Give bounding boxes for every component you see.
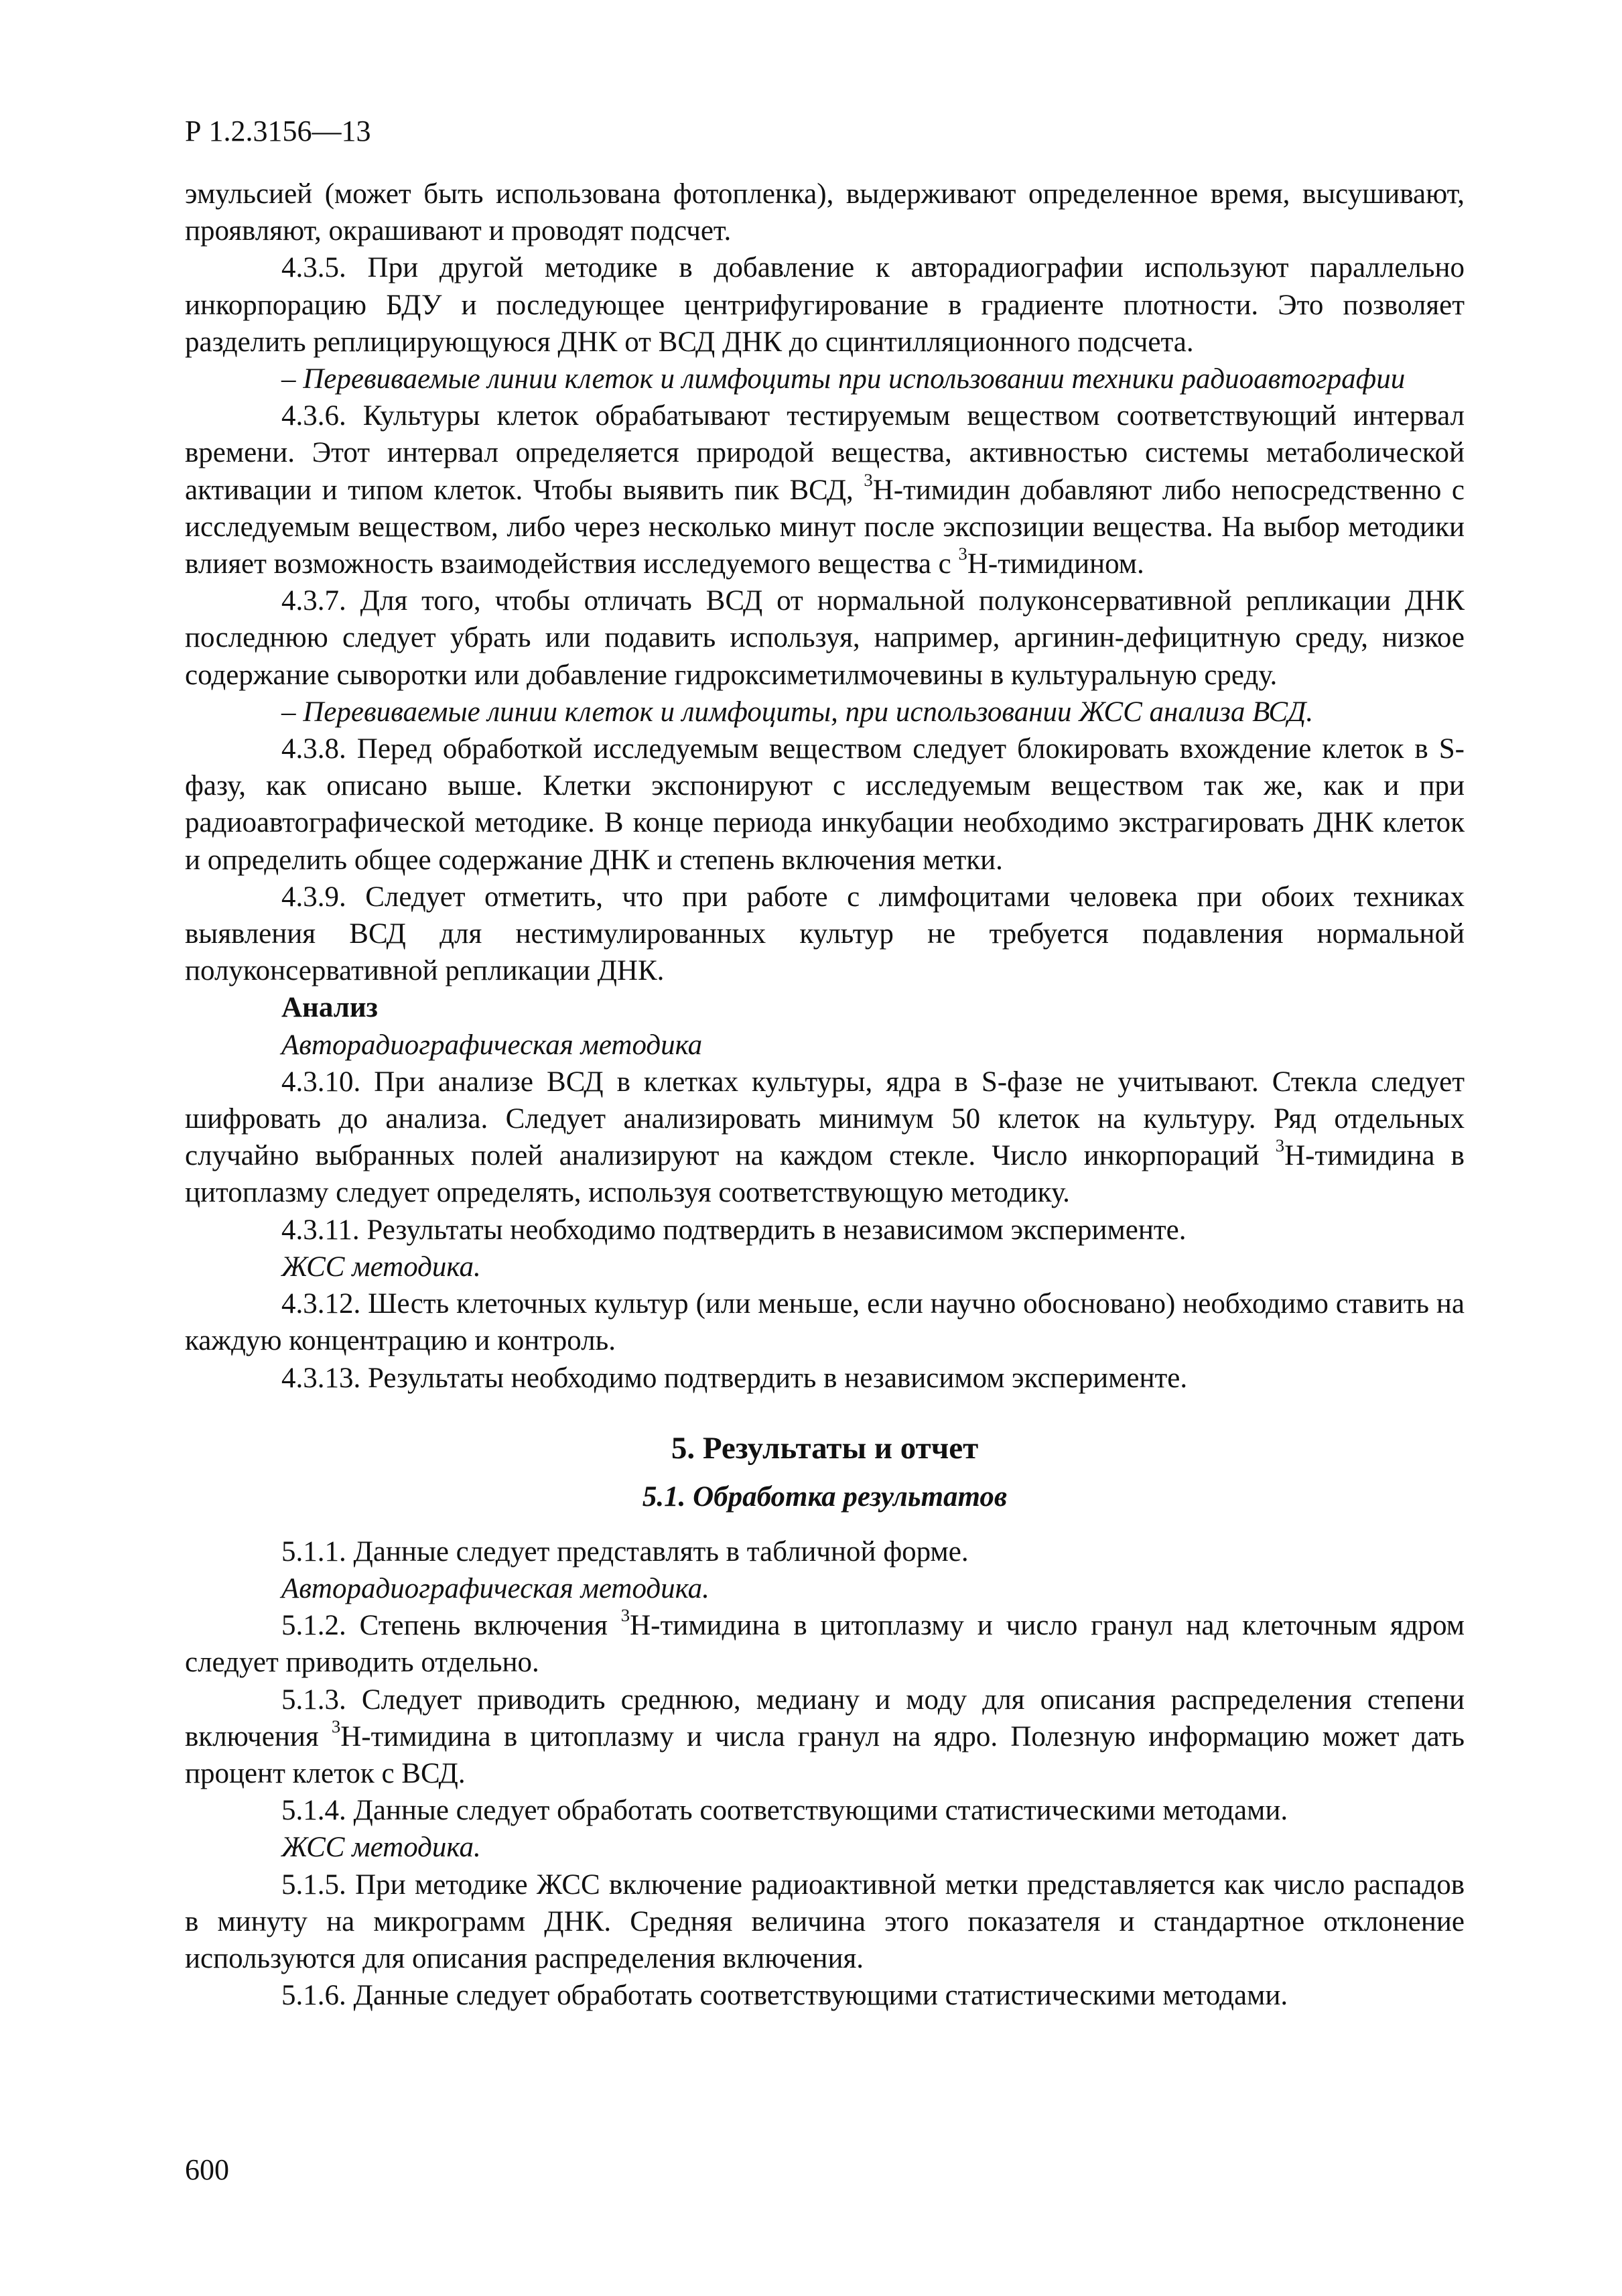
paragraph: 5.1.4. Данные следует обработать соответствующими статистическими методами. [281, 1795, 1288, 1827]
paragraph: 4.3.7. Для того, чтобы отличать ВСД от нормальной полуконсервативной репликации ДНК последнюю следует убрать или подавить используя, например, аргинин-дефицитную среду, низкое содержание сыворотки или добавление гидроксиметилмочевины в культуральную среду. [185, 585, 1465, 691]
paragraph: 4.3.5. При другой методике в добавление к авторадиографии используют параллельно инкорпорацию БДУ и последующее центрифугирование в градиенте плотности. Это позволяет разделить реплицирующуюся ДНК от ВСД ДНК до сцинтилляционного подсчета. [185, 252, 1465, 358]
paragraph: 4.3.6. Культуры клеток обрабатывают тестируемым веществом соответствующий интервал времени. Этот интервал определяется природой вещества, активностью системы метаболической активации и типом клеток. Чтобы выявить пик ВСД, $^3$Н-тимидин добавляют либо непосредственно с исследуемым веществом, либо через несколько минут после экспозиции вещества. На выбор методики влияет возможность взаимодействия исследуемого вещества с $^3$Н-тимидином. [185, 400, 1465, 580]
method-heading: ЖСС методика. [281, 1832, 481, 1864]
method-heading: Авторадиографическая методика. [281, 1572, 709, 1604]
section-title: 5. Результаты и отчет [671, 1430, 979, 1466]
paragraph: 4.3.10. При анализе ВСД в клетках культуры, ядра в S-фазе не учитывают. Стекла следует шифровать до анализа. Следует анализировать минимум 50 клеток на культуру. Ряд отдельных случайно выбранных полей анализируют на каждом стекле. Число инкорпораций $^3$Н-тимидина в цитоплазму следует определять, используя соответствующую методику. [185, 1066, 1465, 1209]
paragraph: 4.3.11. Результаты необходимо подтвердить в независимом эксперименте. [281, 1214, 1187, 1246]
paragraph: 5.1.3. Следует приводить среднюю, медиану и моду для описания распределения степени включения $^3$Н-тимидина в цитоплазму и числа гранул на ядро. Полезную информацию может дать процент клеток с ВСД. [185, 1683, 1465, 1789]
method-heading: Авторадиографическая методика [281, 1029, 703, 1061]
paragraph: 5.1.6. Данные следует обработать соответствующими статистическими методами. [281, 1980, 1288, 2012]
subsection-heading: – Перевиваемые линии клеток и лимфоциты при использовании техники радиоавтографии [281, 363, 1406, 395]
paragraph: 4.3.8. Перед обработкой исследуемым веществом следует блокировать вхождение клеток в S-фазу, как описано выше. Клетки экспонируют с исследуемым веществом так же, как и при радиоавтографической методике. В конце периода инкубации необходимо экстрагировать ДНК клеток и определить общее содержание ДНК и степень включения метки. [185, 733, 1465, 876]
document-code: Р 1.2.3156—13 [185, 115, 371, 147]
paragraph: 5.1.2. Степень включения $^3$Н-тимидина в цитоплазму и число гранул над клеточным ядром следует приводить отдельно. [185, 1605, 1465, 1679]
paragraph: 4.3.9. Следует отметить, что при работе с лимфоцитами человека при обоих техниках выявления ВСД для нестимулированных культур не требуется подавления нормальной полуконсервативной репликации ДНК. [185, 881, 1465, 987]
paragraph: эмульсией (может быть использована фотопленка), выдерживают определенное время, высушивают, проявляют, окрашивают и проводят подсчет. [185, 178, 1465, 247]
paragraph: 4.3.12. Шесть клеточных культур (или меньше, если научно обосновано) необходимо ставить на каждую концентрацию и контроль. [185, 1288, 1465, 1357]
analysis-heading: Анализ [281, 992, 378, 1024]
paragraph: 5.1.1. Данные следует представлять в табличной форме. [281, 1535, 969, 1568]
page-number: 600 [185, 2153, 229, 2186]
paragraph: 5.1.5. При методике ЖСС включение радиоактивной метки представляется как число распадов в минуту на микрограмм ДНК. Средняя величина этого показателя и стандартное отклонение используются для описания распределения включения. [185, 1868, 1465, 1974]
subsection-title: 5.1. Обработка результатов [642, 1480, 1008, 1513]
paragraph: 4.3.13. Результаты необходимо подтвердить в независимом эксперименте. [281, 1362, 1188, 1394]
method-heading: ЖСС методика. [281, 1251, 481, 1283]
subsection-heading: – Перевиваемые линии клеток и лимфоциты, при использовании ЖСС анализа ВСД. [281, 696, 1314, 728]
document-body [185, 176, 1465, 2014]
